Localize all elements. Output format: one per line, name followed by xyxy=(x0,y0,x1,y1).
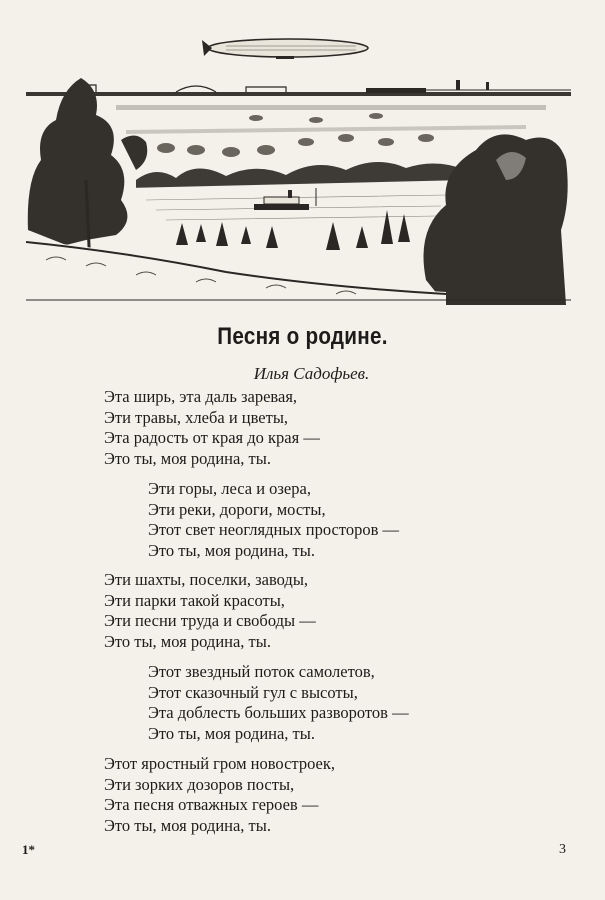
verse-line: Это ты, моя родина, ты. xyxy=(104,631,271,651)
verse-line: Эти зорких дозоров посты, xyxy=(104,774,295,794)
verse-line: Эти парки такой красоты, xyxy=(104,590,285,610)
verse-line: Эта радость от края до края — xyxy=(104,428,320,447)
airship-icon xyxy=(202,39,368,59)
verse-line: Этот звездный поток самолетов, xyxy=(148,662,375,681)
verse-line: Это ты, моя родина, ты. xyxy=(148,540,315,560)
stanza xyxy=(104,754,335,836)
verse-line: Эта доблесть больших разворотов — xyxy=(148,703,409,722)
stanza xyxy=(104,570,316,652)
verse-line: Это ты, моя родина, ты. xyxy=(104,815,271,835)
stanza xyxy=(148,662,409,744)
verse-line: Этот свет неоглядных просторов — xyxy=(148,520,399,539)
verse-line: Эта песня отважных героев — xyxy=(104,795,319,814)
distant-city xyxy=(26,80,571,96)
river xyxy=(126,180,466,240)
right-trees xyxy=(424,134,568,305)
page-number: 3 xyxy=(559,842,566,857)
verse-line: Это ты, моя родина, ты. xyxy=(148,723,315,743)
verse-line: Эти реки, дороги, мосты, xyxy=(148,499,326,519)
stanza xyxy=(104,387,320,469)
verse-line: Эти шахты, поселки, заводы, xyxy=(104,570,309,589)
landscape-illustration xyxy=(26,30,571,308)
stanza xyxy=(148,479,399,561)
verse-line: Это ты, моя родина, ты. xyxy=(104,448,271,468)
verse-line: Эта ширь, эта даль заревая, xyxy=(104,387,298,406)
verse-line: Эти травы, хлеба и цветы, xyxy=(104,407,289,427)
poem-author: Илья Садофьев. xyxy=(253,364,370,383)
verse-line: Эти горы, леса и озера, xyxy=(148,479,311,498)
verse-line: Этот яростный гром новостроек, xyxy=(104,754,335,773)
verse-line: Этот сказочный гул с высоты, xyxy=(148,682,358,702)
signature-mark: 1* xyxy=(22,842,35,857)
poem-title: Песня о родине. xyxy=(217,323,388,350)
verse-line: Эти песни труда и свободы — xyxy=(104,611,316,630)
